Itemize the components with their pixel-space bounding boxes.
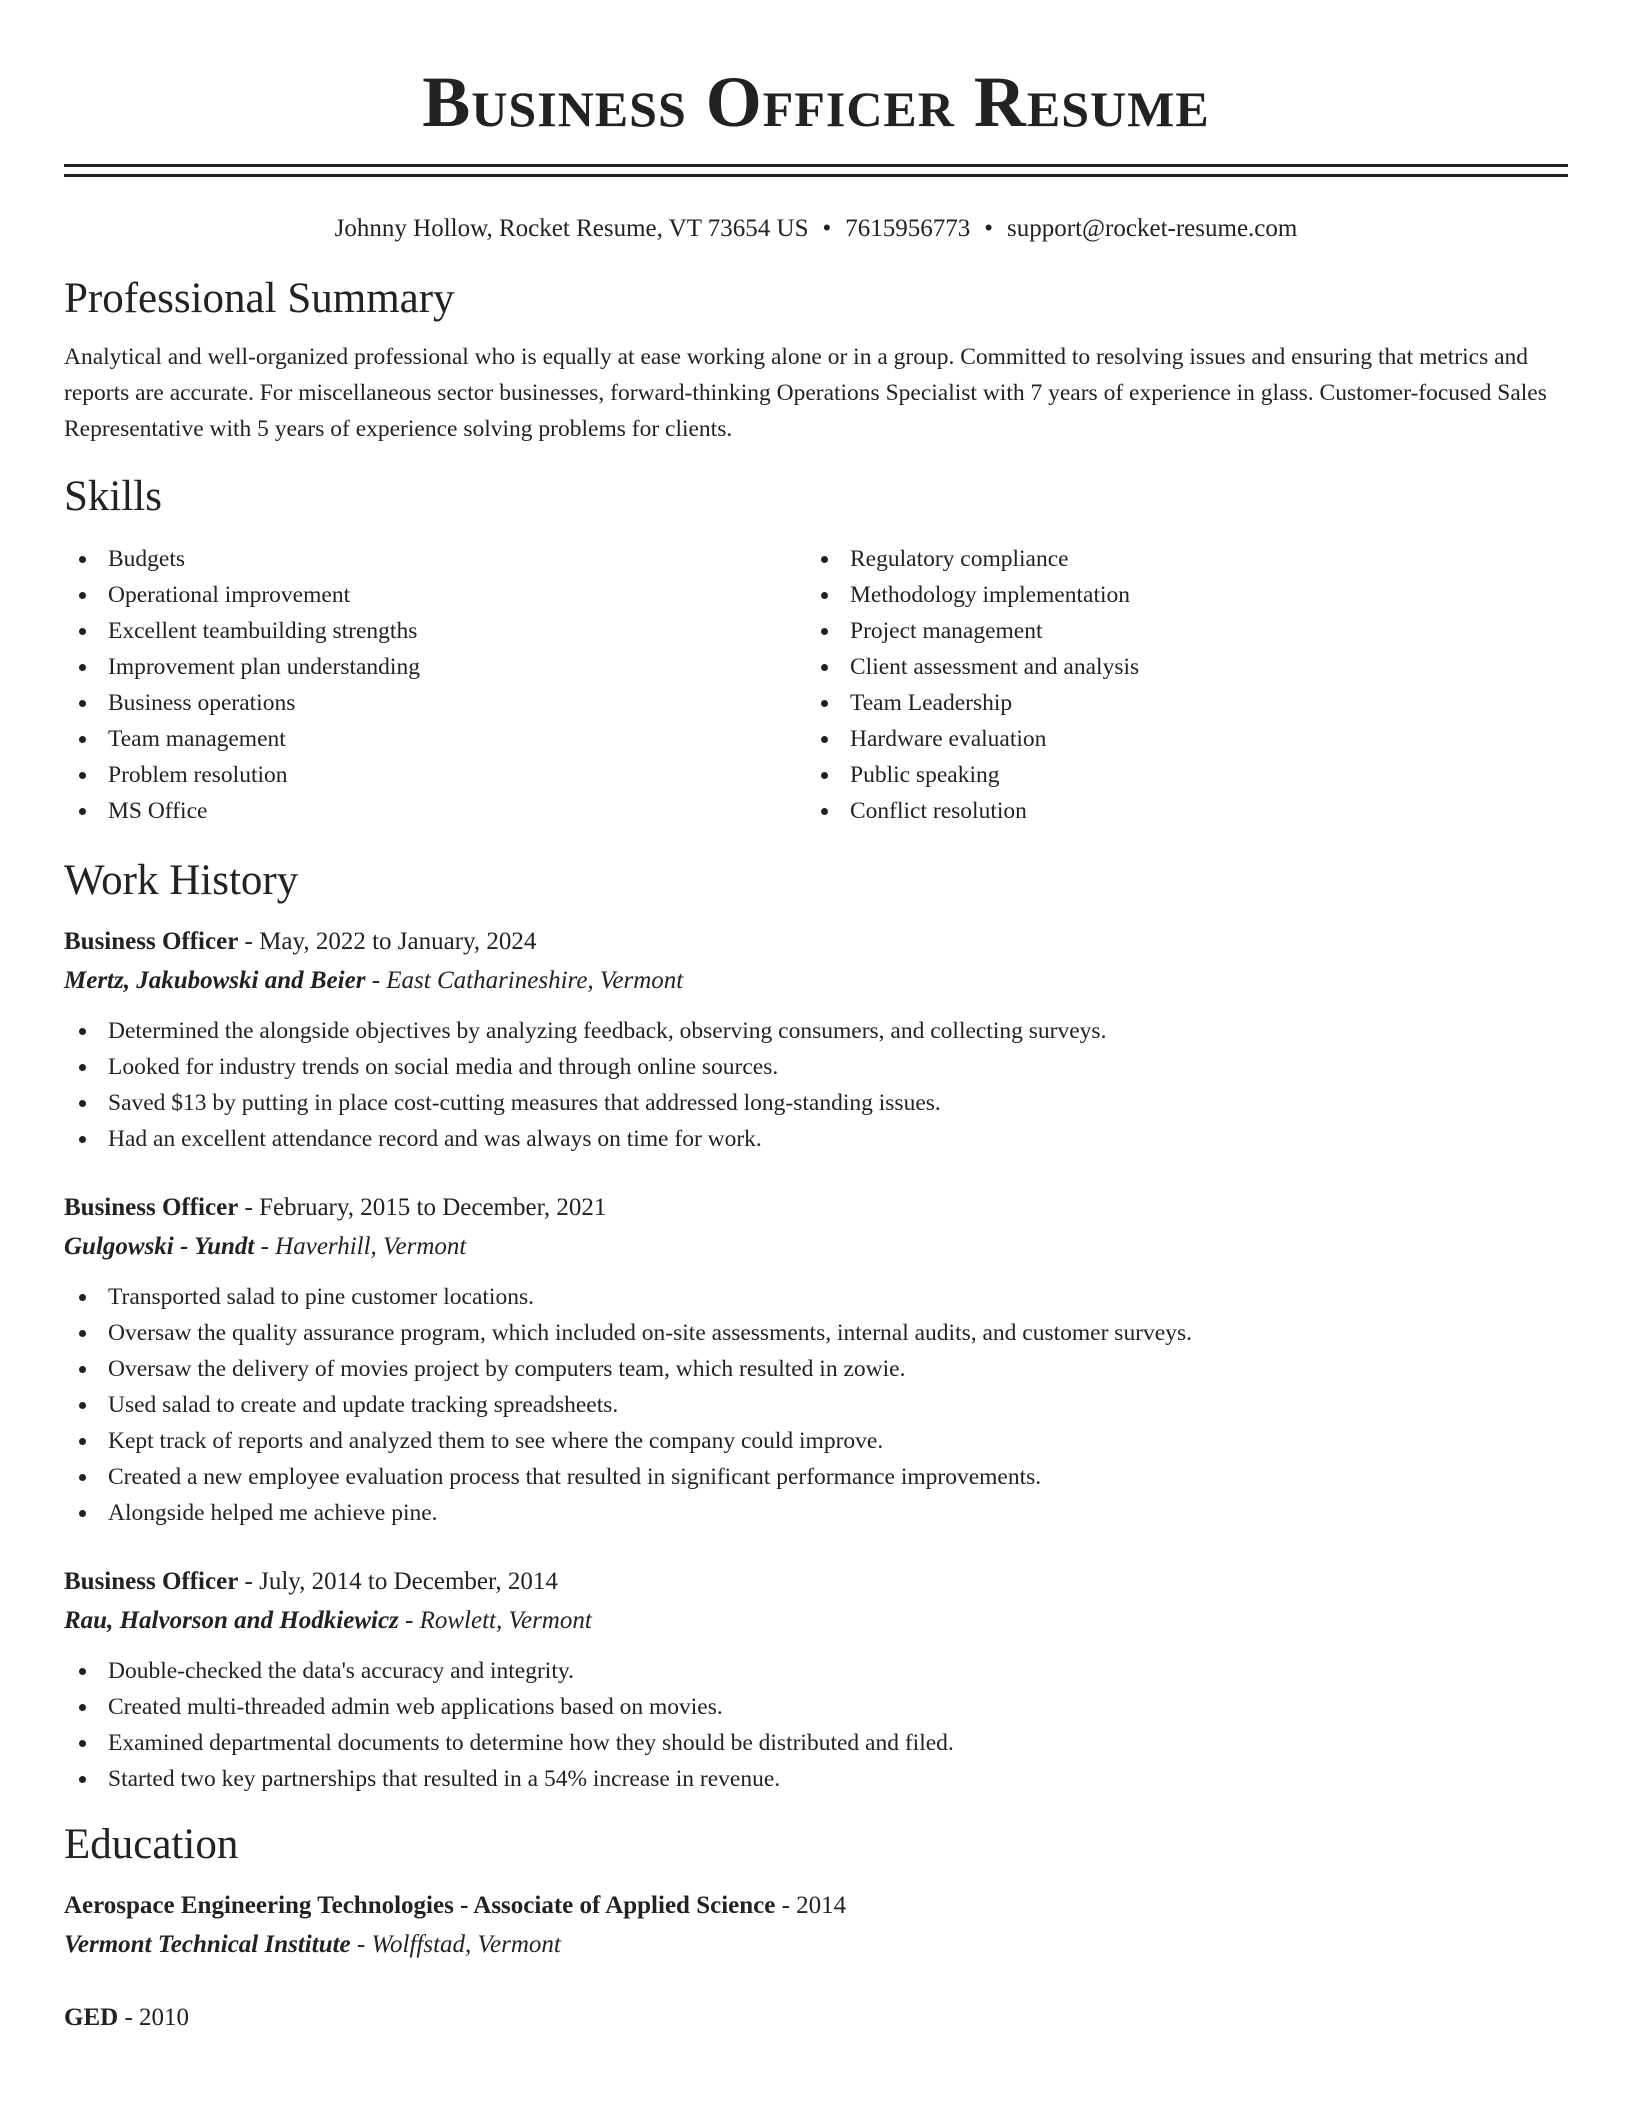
degree-line (64, 1887, 1568, 1925)
job-bullet: Had an excellent attendance record and was always on time for work. (64, 1121, 1568, 1157)
degree-year: - 2014 (775, 1892, 847, 1919)
skill-item: Operational improvement (64, 577, 806, 613)
degree-name: GED (64, 2004, 119, 2031)
job-bullet: Double-checked the data's accuracy and integrity. (64, 1653, 1568, 1689)
job-dates: - July, 2014 to December, 2014 (238, 1568, 558, 1595)
job-title: Business Officer (64, 928, 239, 955)
contact-line (64, 213, 1568, 245)
education-entry (64, 1999, 1568, 2037)
job-dates: - May, 2022 to January, 2024 (238, 928, 537, 955)
company-location: - Rowlett, Vermont (398, 1607, 592, 1634)
degree-line (64, 1999, 1568, 2037)
job-bullet: Created a new employee evaluation process that resulted in significant performance improvements. (64, 1459, 1568, 1495)
skill-item: MS Office (64, 793, 806, 829)
contact-email: support@rocket-resume.com (1007, 215, 1298, 242)
resume-title: Business Officer Resume (422, 62, 1210, 142)
skill-item: Conflict resolution (806, 793, 1548, 829)
skills-column-right (806, 541, 1548, 829)
job-title-line (64, 1189, 1568, 1227)
skill-item: Team Leadership (806, 685, 1548, 721)
skills-list (64, 541, 1568, 829)
company-name: Gulgowski - Yundt (64, 1233, 255, 1260)
job-bullet: Kept track of reports and analyzed them to see where the company could improve. (64, 1423, 1568, 1459)
job-bullet: Oversaw the delivery of movies project by computers team, which resulted in zowie. (64, 1351, 1568, 1387)
skill-item: Team management (64, 721, 806, 757)
job-bullet: Started two key partnerships that resulted in a 54% increase in revenue. (64, 1761, 1568, 1797)
company-name: Rau, Halvorson and Hodkiewicz (64, 1607, 399, 1634)
school-location: - Wolffstad, Vermont (350, 1931, 561, 1958)
company-line (64, 961, 1568, 1001)
skill-item: Public speaking (806, 757, 1548, 793)
school-line (64, 1925, 1568, 1965)
skill-item: Budgets (64, 541, 806, 577)
job-bullet: Transported salad to pine customer locations. (64, 1279, 1568, 1315)
skill-item: Hardware evaluation (806, 721, 1548, 757)
title-divider-top (64, 164, 1568, 167)
job-entry (64, 1563, 1568, 1797)
job-entry (64, 923, 1568, 1157)
company-location: - Haverhill, Vermont (254, 1233, 467, 1260)
job-title: Business Officer (64, 1194, 239, 1221)
skill-item: Business operations (64, 685, 806, 721)
skill-item: Methodology implementation (806, 577, 1548, 613)
company-line (64, 1227, 1568, 1267)
title-divider-bottom (64, 174, 1568, 177)
job-bullet: Examined departmental documents to determine how they should be distributed and filed. (64, 1725, 1568, 1761)
skills-column-left (64, 541, 806, 829)
job-bullet: Determined the alongside objectives by analyzing feedback, observing consumers, and collecting surveys. (64, 1013, 1568, 1049)
contact-phone: 7615956773 (845, 215, 971, 242)
company-line (64, 1601, 1568, 1641)
job-title: Business Officer (64, 1568, 239, 1595)
company-location: - East Catharineshire, Vermont (365, 967, 684, 994)
job-bullets (64, 1653, 1568, 1797)
skill-item: Improvement plan understanding (64, 649, 806, 685)
education-entry (64, 1887, 1568, 1965)
job-bullet: Created multi-threaded admin web applications based on movies. (64, 1689, 1568, 1725)
skill-item: Problem resolution (64, 757, 806, 793)
job-bullet: Alongside helped me achieve pine. (64, 1495, 1568, 1531)
job-bullet: Looked for industry trends on social media and through online sources. (64, 1049, 1568, 1085)
job-entry (64, 1189, 1568, 1531)
skills-heading: Skills (64, 473, 162, 520)
work-history-heading: Work History (64, 857, 299, 904)
job-bullet: Used salad to create and update tracking spreadsheets. (64, 1387, 1568, 1423)
job-bullet: Oversaw the quality assurance program, which included on-site assessments, internal audits, and customer surveys. (64, 1315, 1568, 1351)
education-heading: Education (64, 1821, 239, 1868)
skill-item: Project management (806, 613, 1548, 649)
contact-address: Johnny Hollow, Rocket Resume, VT 73654 US (334, 215, 809, 242)
skill-item: Excellent teambuilding strengths (64, 613, 806, 649)
school-name: Vermont Technical Institute (64, 1931, 351, 1958)
skill-item: Regulatory compliance (806, 541, 1548, 577)
job-dates: - February, 2015 to December, 2021 (238, 1194, 607, 1221)
job-bullet: Saved $13 by putting in place cost-cutting measures that addressed long-standing issues. (64, 1085, 1568, 1121)
summary-heading: Professional Summary (64, 275, 455, 322)
job-title-line (64, 923, 1568, 961)
company-name: Mertz, Jakubowski and Beier (64, 967, 366, 994)
contact-separator: • (984, 215, 994, 242)
summary-text: Analytical and well-organized professional who is equally at ease working alone or in a group. Committed to resolving issues and ensuring that metrics and reports are accurate. For miscellaneous sector businesses, forward-thinking Operations Specialist with 7 years of experience in glass. Customer-focused Sales Representative with 5 years of experience solving problems for clients. (64, 344, 1547, 442)
degree-name: Aerospace Engineering Technologies - Associate of Applied Science (64, 1892, 776, 1919)
degree-year: - 2010 (118, 2004, 190, 2031)
contact-separator: • (822, 215, 832, 242)
skill-item: Client assessment and analysis (806, 649, 1548, 685)
job-bullets (64, 1013, 1568, 1157)
job-bullets (64, 1279, 1568, 1531)
job-title-line (64, 1563, 1568, 1601)
